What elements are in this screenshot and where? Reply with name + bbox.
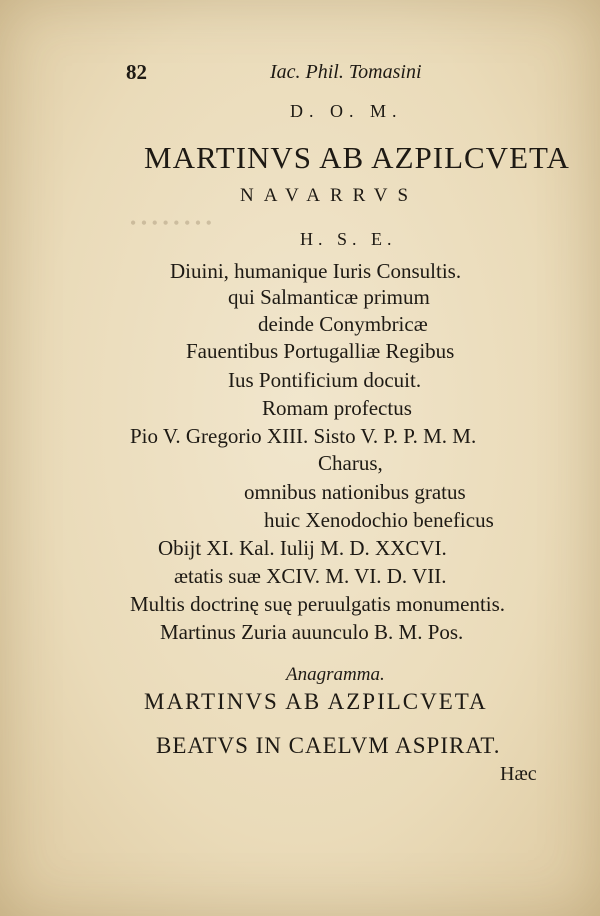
epitaph-line: Romam profectus xyxy=(262,396,412,420)
show-through-text: • • • • • • • • xyxy=(130,213,212,233)
epitaph-line: ætatis suæ XCIV. M. VI. D. VII. xyxy=(174,564,447,588)
epitaph-line: qui Salmanticæ primum xyxy=(228,285,430,309)
epitaph-line: omnibus nationibus gratus xyxy=(244,480,466,504)
epitaph-dom: D. O. M. xyxy=(290,101,403,121)
epitaph-navarrus: NAVARRVS xyxy=(240,185,419,206)
epitaph-name: MARTINVS AB AZPILCVETA xyxy=(144,140,570,175)
epitaph-line: Multis doctrinę suę peruulgatis monumentis. xyxy=(130,592,506,616)
anagram-line-1: MARTINVS AB AZPILCVETA xyxy=(144,689,488,714)
epitaph-hse: H. S. E. xyxy=(300,229,397,249)
epitaph-line: Obijt XI. Kal. Iulij M. D. XXCVI. xyxy=(158,536,447,560)
epitaph-line: Fauentibus Portugalliæ Regibus xyxy=(186,339,455,363)
running-title: Iac. Phil. Tomasini xyxy=(270,61,422,83)
epitaph-line: Martinus Zuria auunculo B. M. Pos. xyxy=(160,620,464,644)
epitaph-line: Charus, xyxy=(318,451,383,475)
anagram-line-2: BEATVS IN CAELVM ASPIRAT. xyxy=(156,733,501,758)
anagram-label: Anagramma. xyxy=(286,664,385,685)
epitaph-line: Pio V. Gregorio XIII. Sisto V. P. P. M. M. xyxy=(130,424,477,448)
epitaph-line: Ius Pontificium docuit. xyxy=(228,368,422,392)
epitaph-line: Diuini, humanique Iuris Consultis. xyxy=(170,259,462,283)
epitaph-line: huic Xenodochio beneficus xyxy=(264,508,494,532)
catchword: Hæc xyxy=(500,763,537,785)
epitaph-line: deinde Conymbricæ xyxy=(258,312,428,336)
page-number: 82 xyxy=(126,60,147,84)
